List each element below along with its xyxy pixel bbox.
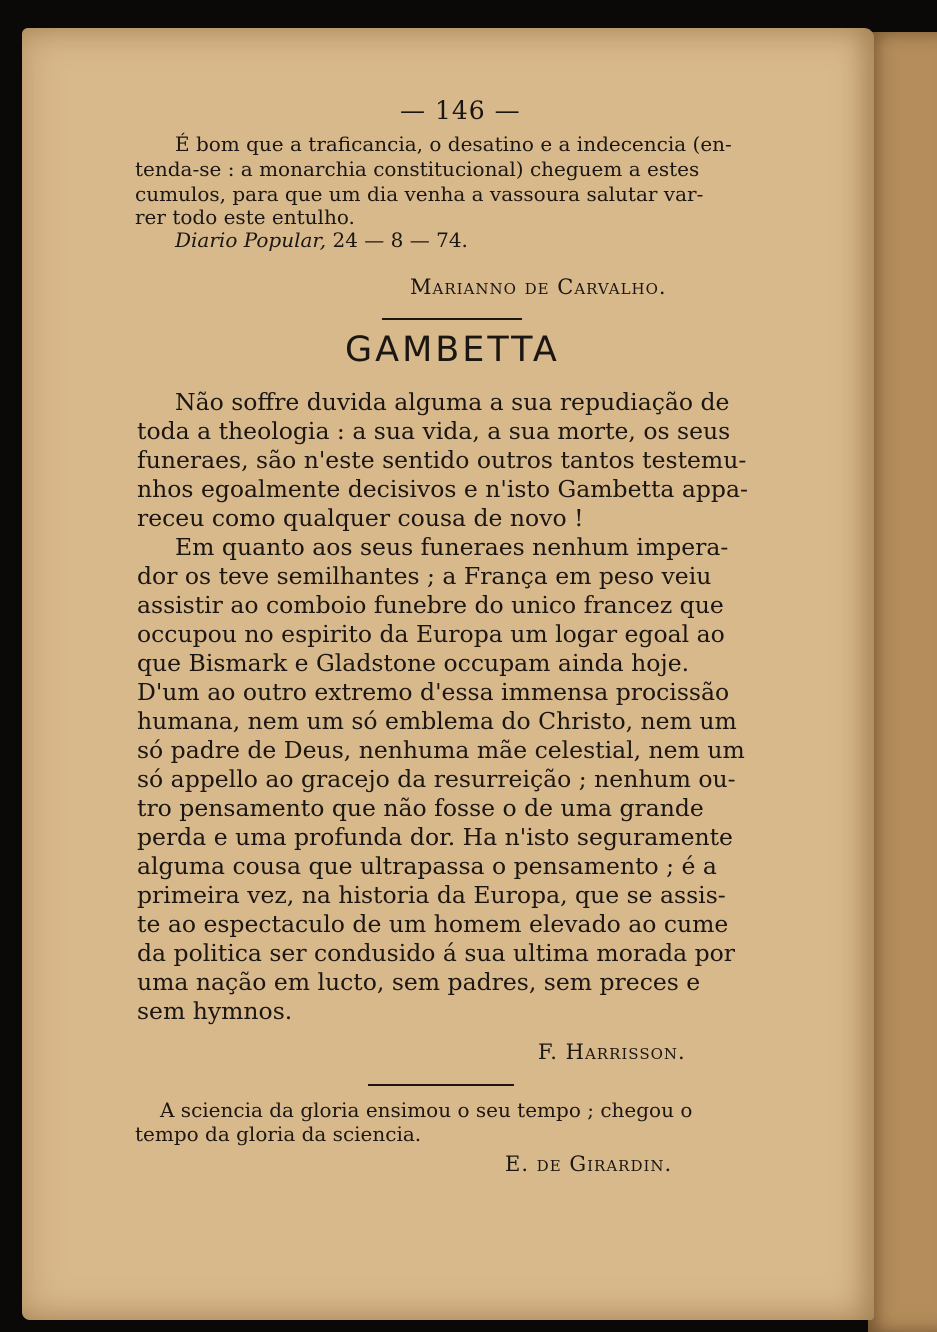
article-line: que Bismark e Gladstone occupam ainda hoje. xyxy=(137,649,690,677)
article-line: toda a theologia : a sua vida, a sua morte, os seus xyxy=(137,417,731,445)
quote-line: tenda-se : a monarchia constitucional) cheguem a estes xyxy=(135,157,700,181)
article-line: uma nação em lucto, sem padres, sem preces e xyxy=(137,968,701,996)
article-line: só padre de Deus, nenhuma mãe celestial, nem um xyxy=(137,736,745,764)
article-line: humana, nem um só emblema do Christo, nem um xyxy=(137,707,737,735)
article-line: funeraes, são n'este sentido outros tantos testemu- xyxy=(137,446,747,474)
section-divider xyxy=(368,1084,514,1086)
closing-line: A sciencia da gloria ensimou o seu tempo ; chegou o xyxy=(160,1098,693,1122)
quote-line: É bom que a traficancia, o desatino e a indecencia (en- xyxy=(175,132,732,156)
article-line: assistir ao comboio funebre do unico francez que xyxy=(137,591,724,619)
page-number: — 146 — xyxy=(400,96,521,125)
article-line: Em quanto aos seus funeraes nenhum impera- xyxy=(175,533,729,561)
article-author: F. Harrisson. xyxy=(538,1040,686,1064)
quote-source-title: Diario Popular, xyxy=(175,228,327,252)
quote-author: Marianno de Carvalho. xyxy=(410,275,667,299)
article-line: Não soffre duvida alguma a sua repudiação de xyxy=(175,388,730,416)
article-line: receu como qualquer cousa de novo ! xyxy=(137,504,584,532)
article-line: nhos egoalmente decisivos e n'isto Gambetta appa- xyxy=(137,475,748,503)
article-line: sem hymnos. xyxy=(137,997,293,1025)
article-title: GAMBETTA xyxy=(345,330,560,370)
section-divider xyxy=(382,318,522,320)
article-line: dor os teve semilhantes ; a França em peso veiu xyxy=(137,562,712,590)
article-line: alguma cousa que ultrapassa o pensamento ; é a xyxy=(137,852,717,880)
closing-line: tempo da gloria da sciencia. xyxy=(135,1122,422,1146)
article-line: te ao espectaculo de um homem elevado ao cume xyxy=(137,910,729,938)
adjacent-page-edge xyxy=(868,32,937,1332)
article-line: perda e uma profunda dor. Ha n'isto seguramente xyxy=(137,823,733,851)
closing-author: E. de Girardin. xyxy=(505,1152,673,1176)
quote-line: rer todo este entulho. xyxy=(135,205,355,229)
quote-source xyxy=(175,228,468,252)
article-line: tro pensamento que não fosse o de uma grande xyxy=(137,794,704,822)
article-line: D'um ao outro extremo d'essa immensa procissão xyxy=(137,678,730,706)
article-line: da politica ser condusido á sua ultima morada por xyxy=(137,939,736,967)
quote-line: cumulos, para que um dia venha a vassoura salutar var- xyxy=(135,182,704,206)
article-line: primeira vez, na historia da Europa, que se assis- xyxy=(137,881,726,909)
quote-source-date: 24 — 8 — 74. xyxy=(332,228,468,252)
article-line: occupou no espirito da Europa um logar egoal ao xyxy=(137,620,725,648)
article-line: só appello ao gracejo da resurreição ; nenhum ou- xyxy=(137,765,736,793)
